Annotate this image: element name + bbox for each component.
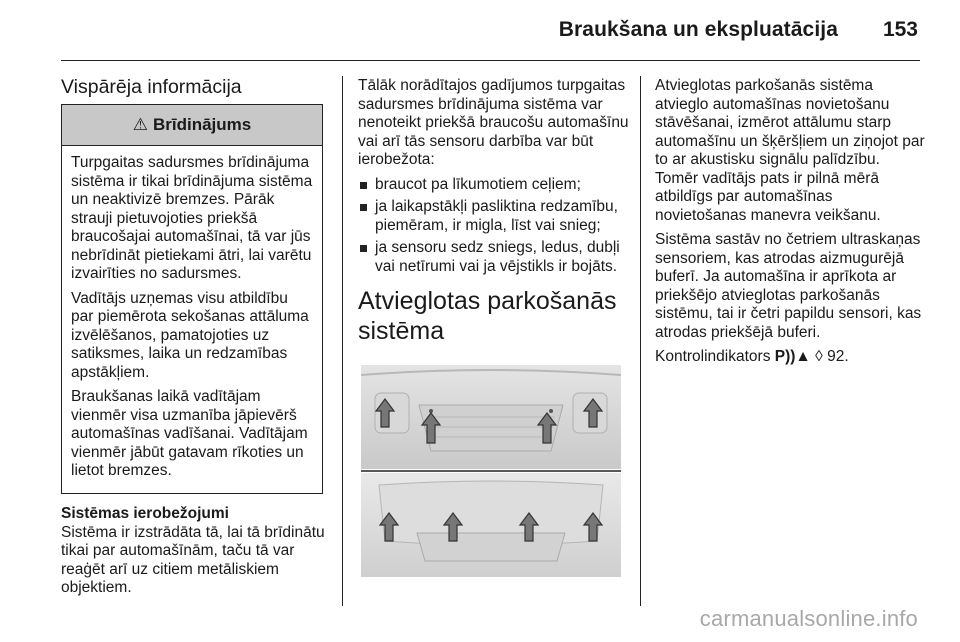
conditions-list — [358, 176, 630, 277]
warning-paragraph: Vadītājs uzņemas visu atbildību par piemērota sekošanas attāluma izvēlēšanos, pamatojoties uz satiksmes, laika un redzamības apstākļiem. — [71, 289, 309, 381]
parking-assist-indicator-icon: P))▲ — [774, 348, 811, 365]
list-item: ja sensoru sedz sniegs, ledus, dubļi vai netīrumi vai ja vējstikls ir bojāts. — [358, 239, 630, 276]
warning-triangle-icon: ⚠ — [132, 115, 148, 134]
watermark: carmanualsonline.info — [699, 606, 918, 631]
section-title-general: Vispārēja informācija — [61, 76, 242, 98]
rear-bumper — [361, 473, 621, 577]
warning-body — [62, 146, 322, 481]
limits-title: Sistēmas ierobežojumi — [61, 505, 229, 522]
warning-header — [62, 105, 322, 146]
middle-column — [358, 77, 630, 346]
column-divider-2 — [640, 76, 641, 606]
page-number: 153 — [882, 18, 918, 41]
list-item: ja laikapstākļi pasliktina redzamību, piemēram, ir migla, līst vai snieg; — [358, 198, 630, 235]
indicator-line — [655, 348, 925, 367]
column-divider-1 — [342, 76, 343, 606]
header-rule — [61, 60, 920, 61]
warning-box — [61, 104, 323, 494]
parking-paragraph: Sistēma sastāv no četriem ultraskaņas sensoriem, kas atrodas aizmugurējā buferī. Ja automašīna ir aprīkota ar priekšējo atvieglotas parkošanās sistēmu, tai ir četri papildu sensori, kas atrodas priekšējā buferi. — [655, 231, 922, 341]
parking-paragraph: Atvieglotas parkošanās sistēma atvieglo automašīnas novietošanu stāvēšanai, izmērot attālumu starp automašīnu un šķēršļiem un ziņojot par to ar akustisku signālu palīdzību. Tomēr vadītājs pats ir pilnā mērā atbildīgs par automašīnas novietošanas manevra veikšanu. — [655, 77, 925, 224]
indicator-label: Kontrolindikators — [655, 348, 771, 365]
conditions-intro: Tālāk norādītajos gadījumos turpgaitas sadursmes brīdinājuma sistēma var nenoteikt priekšā braucošu automašīnu vai arī tās sensoru darbība var būt ierobežota: — [358, 77, 629, 168]
list-item: braucot pa līkumotiem ceļiem; — [358, 176, 630, 195]
section-title-parking: Atvieglotas parkošanās sistēma — [358, 287, 617, 345]
parking-sensors-illustration — [361, 365, 621, 577]
page-reference: 92. — [827, 348, 849, 365]
right-column — [655, 77, 925, 373]
page-reference-icon: ◊ — [815, 348, 823, 365]
front-bumper — [361, 365, 621, 469]
limits-text: Sistēma ir izstrādāta tā, lai tā brīdinātu tikai par automašīnām, taču tā var reaģēt arī uz citiem metāliskiem objektiem. — [61, 523, 325, 596]
limits-block — [61, 505, 329, 598]
warning-title: Brīdinājums — [153, 115, 252, 134]
warning-paragraph: Braukšanas laikā vadītājam vienmēr visa uzmanība jāpievērš automašīnas vadīšanai. Vadītājam vienmēr jābūt gatavam rīkoties un lietot bremzes. — [71, 388, 308, 479]
warning-paragraph: Turpgaitas sadursmes brīdinājuma sistēma ir tikai brīdinājuma sistēma un neaktivizē bremzes. Pārāk strauji pietuvojoties priekšā braucošajai automašīnai, tā var jūs nebrīdināt pietiekami ātri, lai varētu izvairīties no sadursmes. — [71, 154, 313, 282]
running-header: Braukšana un ekspluatācija — [558, 18, 838, 41]
